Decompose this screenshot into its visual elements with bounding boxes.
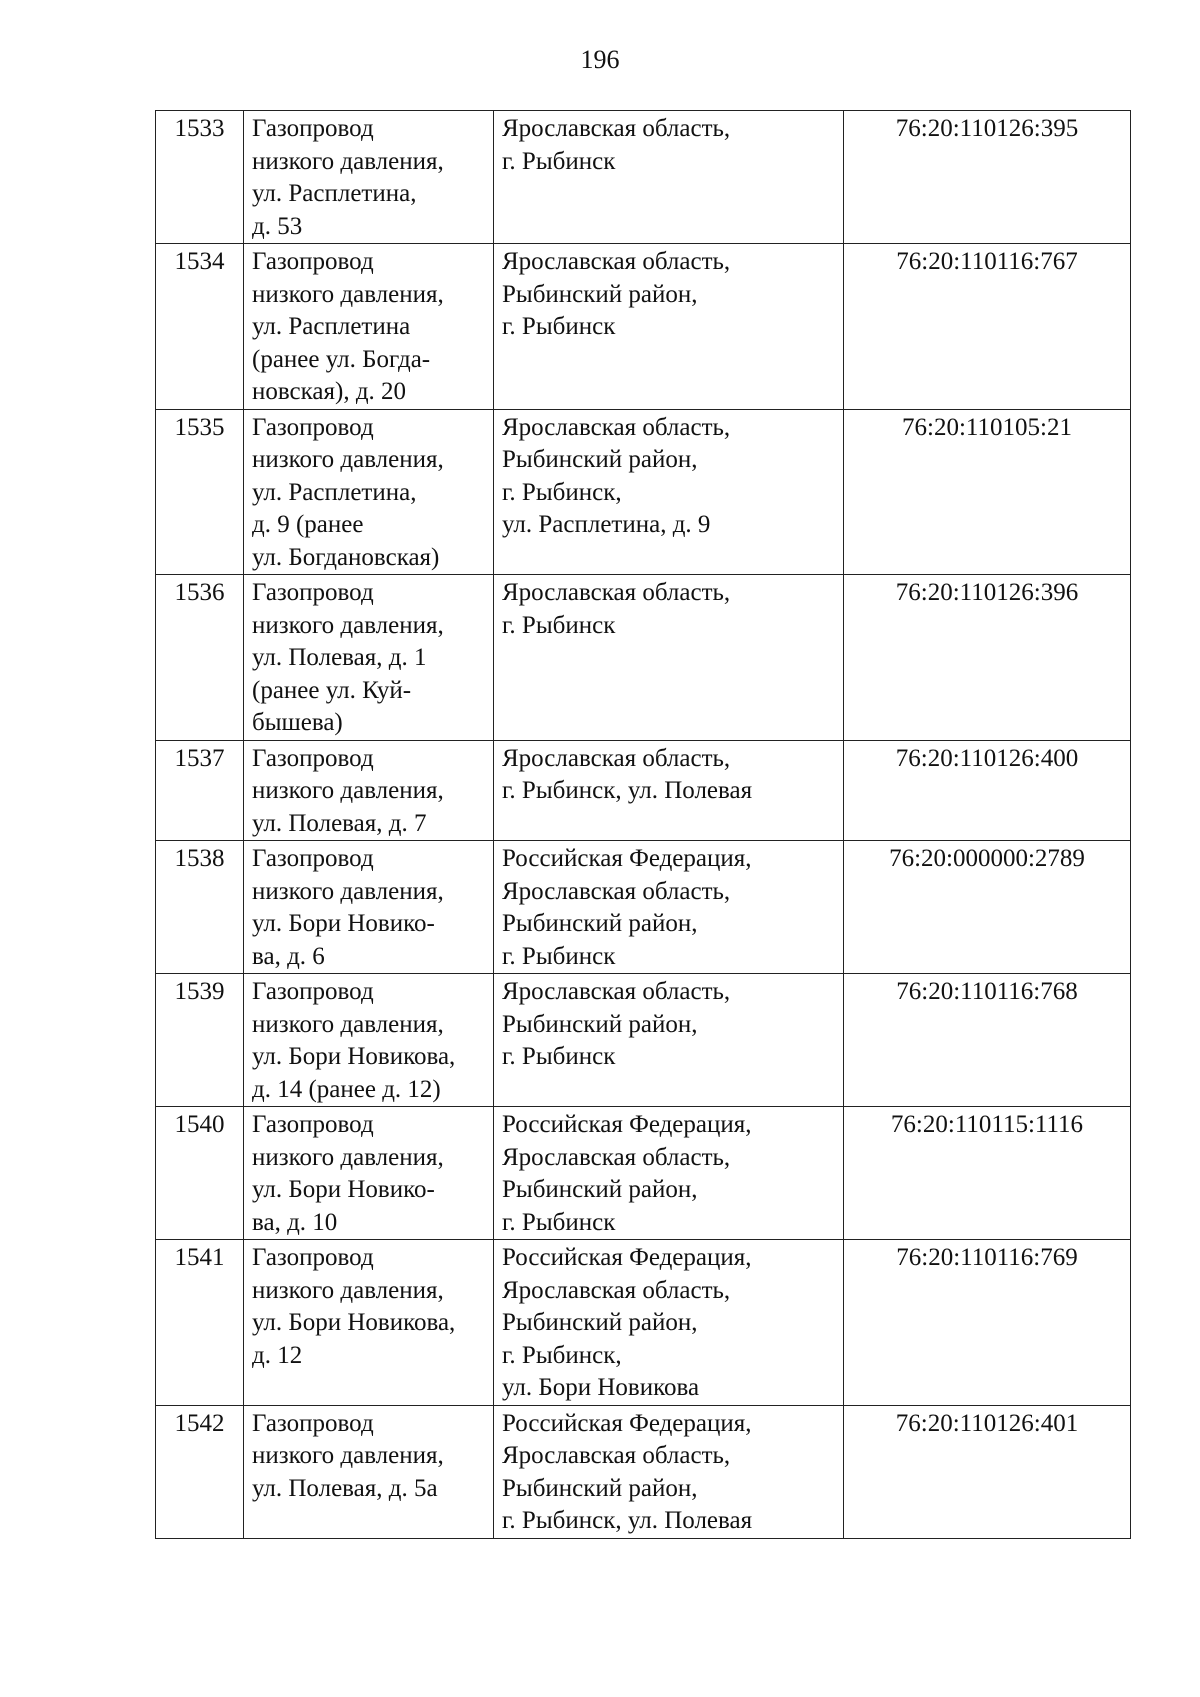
address-line: Российская Федерация, [502, 1111, 752, 1138]
object-name-line: ул. Полевая, д. 5а [252, 1474, 438, 1502]
address-line: ул. Бори Новикова [502, 1374, 700, 1401]
cadastral-number-cell [844, 841, 1131, 974]
row-number-cell [156, 974, 244, 1107]
address-line: Российская Федерация, [502, 1409, 752, 1437]
row-number: 1534 [174, 248, 225, 275]
object-name-line: ул. Расплетина [252, 313, 411, 340]
row-number: 1539 [174, 978, 225, 1005]
object-name-line: Газопровод [252, 744, 374, 772]
cadastral-number: 76:20:110126:396 [895, 579, 1079, 606]
address-line: Ярославская область, [502, 413, 731, 441]
address-line: г. Рыбинск [502, 611, 616, 639]
cadastral-number: 76:20:110116:767 [896, 248, 1078, 275]
cadastral-number: 76:20:000000:2789 [889, 845, 1085, 872]
object-name-line: д. 53 [252, 212, 303, 240]
address-line: Ярославская область, [502, 248, 731, 275]
row-number: 1538 [174, 845, 225, 872]
table-row [156, 974, 1131, 1107]
object-name-line: д. 9 (ранее [252, 511, 364, 538]
address-line: Российская Федерация, [502, 845, 752, 872]
object-name-line: (ранее ул. Куй- [252, 676, 412, 704]
object-name-line: Газопровод [252, 115, 374, 142]
row-number: 1540 [174, 1111, 225, 1138]
object-name-cell [244, 244, 494, 410]
address-line: Ярославская область, [502, 1276, 731, 1304]
object-name-line: низкого давления, [252, 446, 444, 473]
address-line: г. Рыбинск, ул. Полевая [502, 1507, 753, 1534]
object-name-line: ул. Богдановская) [252, 543, 440, 571]
object-name-line: низкого давления, [252, 1143, 444, 1171]
address-cell [494, 1240, 844, 1406]
row-number-cell [156, 575, 244, 741]
table-row [156, 244, 1131, 410]
table-row [156, 1107, 1131, 1240]
object-name-cell [244, 575, 494, 741]
object-name-cell [244, 1107, 494, 1240]
table-row [156, 111, 1131, 244]
address-line: г. Рыбинск [502, 942, 616, 970]
cadastral-number: 76:20:110116:769 [896, 1244, 1078, 1271]
cadastral-number: 76:20:110116:768 [896, 978, 1078, 1005]
address-line: ул. Расплетина, д. 9 [502, 511, 711, 538]
address-line: Рыбинский район, [502, 1176, 698, 1203]
table-row [156, 409, 1131, 575]
object-name-cell [244, 1405, 494, 1538]
row-number-cell [156, 1405, 244, 1538]
object-name-line: низкого давления, [252, 777, 444, 804]
cadastral-number: 76:20:110115:1116 [890, 1111, 1084, 1138]
table-row [156, 1240, 1131, 1406]
object-name-line: Газопровод [252, 1111, 374, 1138]
object-name-line: Газопровод [252, 1244, 374, 1271]
row-number: 1536 [174, 579, 225, 606]
address-cell [494, 111, 844, 244]
object-name-line: низкого давления, [252, 877, 444, 905]
object-name-line: низкого давления, [252, 1010, 444, 1038]
address-cell [494, 244, 844, 410]
object-name-line: Газопровод [252, 978, 374, 1005]
address-line: Ярославская область, [502, 978, 731, 1005]
address-cell [494, 575, 844, 741]
cadastral-number: 76:20:110105:21 [902, 413, 1072, 441]
row-number-cell [156, 1107, 244, 1240]
row-number: 1535 [174, 413, 225, 441]
cadastral-number: 76:20:110126:395 [895, 115, 1079, 142]
address-line: г. Рыбинск [502, 313, 616, 340]
table-row [156, 1405, 1131, 1538]
object-name-line: новская), д. 20 [252, 378, 407, 405]
page-number: 196 [580, 45, 620, 74]
row-number: 1537 [174, 744, 225, 772]
address-line: г. Рыбинск [502, 1208, 616, 1236]
registry-table [155, 110, 1131, 1539]
cadastral-number-cell [844, 1240, 1131, 1406]
object-name-line: ул. Бори Новикова, [252, 1309, 456, 1336]
address-line: г. Рыбинск, ул. Полевая [502, 777, 753, 804]
row-number-cell [156, 409, 244, 575]
cadastral-number-cell [844, 740, 1131, 841]
address-line: г. Рыбинск, [502, 1341, 622, 1369]
object-name-cell [244, 974, 494, 1107]
address-line: Ярославская область, [502, 1143, 731, 1171]
table-row [156, 740, 1131, 841]
object-name-line: (ранее ул. Богда- [252, 345, 431, 373]
object-name-line: ул. Бори Новико- [252, 910, 435, 937]
address-line: г. Рыбинск [502, 147, 616, 175]
object-name-line: ул. Бори Новикова, [252, 1043, 456, 1070]
object-name-line: ва, д. 10 [252, 1208, 338, 1236]
address-line: Рыбинский район, [502, 446, 698, 473]
object-name-line: бышева) [252, 709, 343, 736]
address-cell [494, 1107, 844, 1240]
cadastral-number: 76:20:110126:401 [895, 1409, 1079, 1437]
address-line: Рыбинский район, [502, 1010, 698, 1038]
object-name-line: Газопровод [252, 413, 374, 441]
object-name-line: ул. Полевая, д. 1 [252, 644, 427, 671]
address-cell [494, 740, 844, 841]
object-name-cell [244, 740, 494, 841]
cadastral-number-cell [844, 974, 1131, 1107]
object-name-line: Газопровод [252, 248, 374, 275]
address-cell [494, 409, 844, 575]
object-name-line: Газопровод [252, 845, 374, 872]
cadastral-number-cell [844, 1107, 1131, 1240]
object-name-line: ва, д. 6 [252, 942, 325, 970]
address-line: Российская Федерация, [502, 1244, 752, 1271]
cadastral-number-cell [844, 1405, 1131, 1538]
address-line: Рыбинский район, [502, 910, 698, 937]
object-name-line: д. 12 [252, 1341, 303, 1369]
object-name-line: низкого давления, [252, 147, 444, 175]
object-name-line: ул. Расплетина, [252, 478, 417, 506]
address-cell [494, 974, 844, 1107]
address-line: г. Рыбинск, [502, 478, 622, 506]
table-row [156, 841, 1131, 974]
row-number: 1542 [174, 1409, 225, 1437]
cadastral-number-cell [844, 111, 1131, 244]
object-name-line: ул. Полевая, д. 7 [252, 809, 427, 837]
object-name-line: низкого давления, [252, 1442, 444, 1469]
address-line: Рыбинский район, [502, 280, 698, 308]
object-name-line: ул. Бори Новико- [252, 1176, 435, 1203]
address-line: Ярославская область, [502, 1442, 731, 1469]
address-line: Ярославская область, [502, 877, 731, 905]
registry-table-body [156, 111, 1131, 1539]
object-name-line: ул. Расплетина, [252, 180, 417, 207]
cadastral-number: 76:20:110126:400 [895, 744, 1079, 772]
address-line: Рыбинский район, [502, 1474, 698, 1502]
object-name-line: Газопровод [252, 1409, 374, 1437]
address-line: г. Рыбинск [502, 1043, 616, 1070]
row-number: 1541 [174, 1244, 225, 1271]
address-cell [494, 1405, 844, 1538]
address-line: Ярославская область, [502, 579, 731, 606]
object-name-line: низкого давления, [252, 611, 444, 639]
object-name-cell [244, 1240, 494, 1406]
object-name-line: д. 14 (ранее д. 12) [252, 1075, 441, 1103]
row-number-cell [156, 740, 244, 841]
address-line: Рыбинский район, [502, 1309, 698, 1336]
row-number-cell [156, 841, 244, 974]
cadastral-number-cell [844, 575, 1131, 741]
row-number: 1533 [174, 115, 225, 142]
row-number-cell [156, 244, 244, 410]
address-cell [494, 841, 844, 974]
row-number-cell [156, 111, 244, 244]
cadastral-number-cell [844, 409, 1131, 575]
object-name-cell [244, 409, 494, 575]
table-row [156, 575, 1131, 741]
object-name-line: низкого давления, [252, 280, 444, 308]
object-name-line: Газопровод [252, 579, 374, 606]
address-line: Ярославская область, [502, 115, 731, 142]
object-name-cell [244, 841, 494, 974]
address-line: Ярославская область, [502, 744, 731, 772]
object-name-cell [244, 111, 494, 244]
object-name-line: низкого давления, [252, 1276, 444, 1304]
row-number-cell [156, 1240, 244, 1406]
cadastral-number-cell [844, 244, 1131, 410]
